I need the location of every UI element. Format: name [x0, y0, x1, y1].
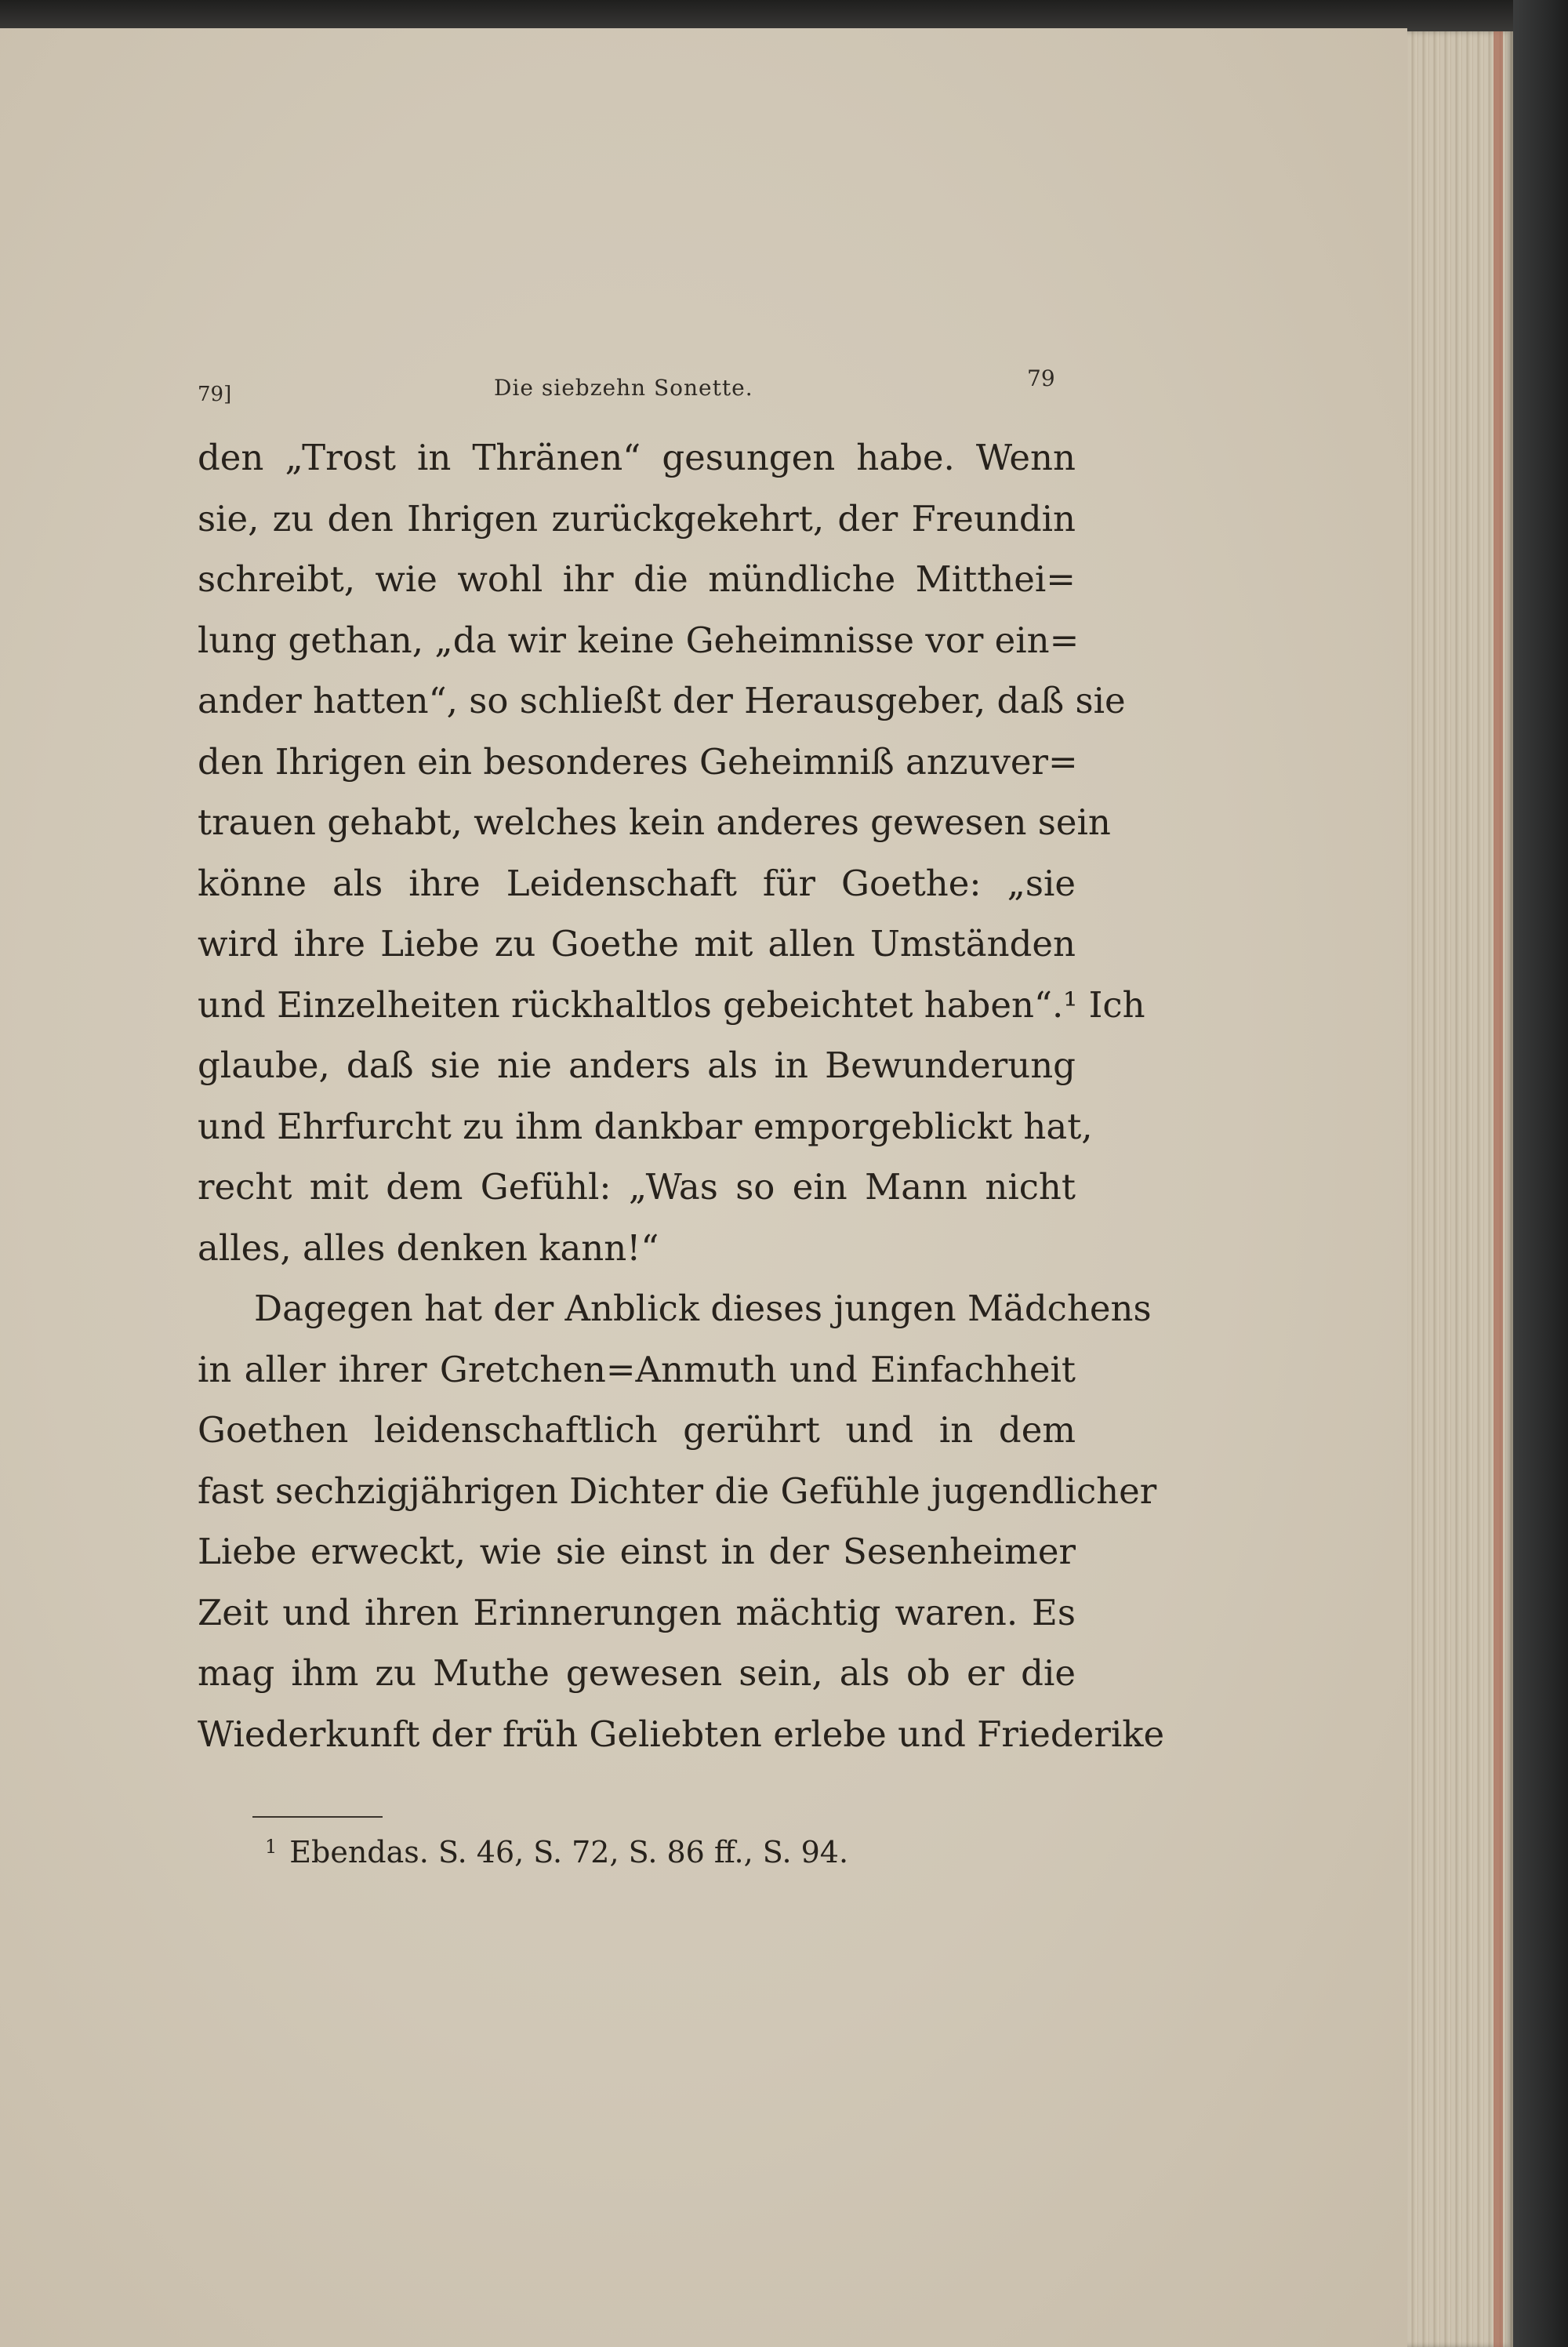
- running-header: [198, 365, 1060, 412]
- text-line: den „Trost in Thränen“ gesungen habe. Wenn: [198, 437, 1076, 478]
- text-line: ander hatten“, so schließt der Herausgeber, daß sie: [198, 680, 1126, 721]
- text-line: recht mit dem Gefühl: „Was so ein Mann nicht: [198, 1166, 1076, 1208]
- text-line: lung gethan, „da wir keine Geheimnisse vor ein=: [198, 619, 1080, 661]
- footnote-rule: [252, 1816, 383, 1818]
- text-line: den Ihrigen ein besonderes Geheimniß anzuver=: [198, 740, 1078, 783]
- text-line: mag ihm zu Muthe gewesen sein, als ob er die: [198, 1652, 1076, 1694]
- text-line: könne als ihre Leidenschaft für Goethe: „sie: [198, 862, 1076, 904]
- text-line: und Ehrfurcht zu ihm dankbar emporgeblickt hat,: [198, 1105, 1093, 1147]
- text-line: in aller ihrer Gretchen=Anmuth und Einfachheit: [198, 1348, 1076, 1390]
- page-edge-stain: [1494, 31, 1503, 2347]
- text-line: glaube, daß sie nie anders als in Bewunderung: [198, 1045, 1076, 1086]
- footnote: [265, 1835, 848, 1869]
- right-page-number: 79: [1027, 365, 1055, 391]
- text-line: sie, zu den Ihrigen zurückgekehrt, der Freundin: [198, 497, 1076, 540]
- text-line: Zeit und ihren Erinnerungen mächtig waren. Es: [198, 1591, 1076, 1633]
- text-line: Liebe erweckt, wie sie einst in der Sesenheimer: [198, 1531, 1076, 1572]
- text-line: wird ihre Liebe zu Goethe mit allen Umständen: [198, 923, 1076, 965]
- left-page-number: 79]: [198, 383, 232, 406]
- text-line: fast sechzigjährigen Dichter die Gefühle jugendlicher: [198, 1470, 1157, 1512]
- text-line: und Einzelheiten rückhaltlos gebeichtet haben“.¹ Ich: [198, 983, 1145, 1026]
- text-line: Goethen leidenschaftlich gerührt und in dem: [198, 1409, 1076, 1451]
- text-line: schreibt, wie wohl ihr die mündliche Mitthei=: [198, 558, 1076, 600]
- text-line: alles, alles denken kann!“: [198, 1226, 659, 1269]
- book-cover: [1513, 0, 1568, 2347]
- text-line: Wiederkunft der früh Geliebten erlebe und Friederike: [198, 1713, 1165, 1755]
- body-text: [198, 427, 1165, 1764]
- footnote-text: Ebendas. S. 46, S. 72, S. 86 ff., S. 94.: [289, 1835, 849, 1869]
- scanner-top-edge: [0, 0, 1568, 31]
- text-line: trauen gehabt, welches kein anderes gewesen sein: [198, 801, 1111, 843]
- running-title: Die siebzehn Sonette.: [494, 375, 753, 401]
- footnote-marker: 1: [265, 1836, 278, 1858]
- text-line: Dagegen hat der Anblick dieses jungen Mädchens: [254, 1288, 1152, 1329]
